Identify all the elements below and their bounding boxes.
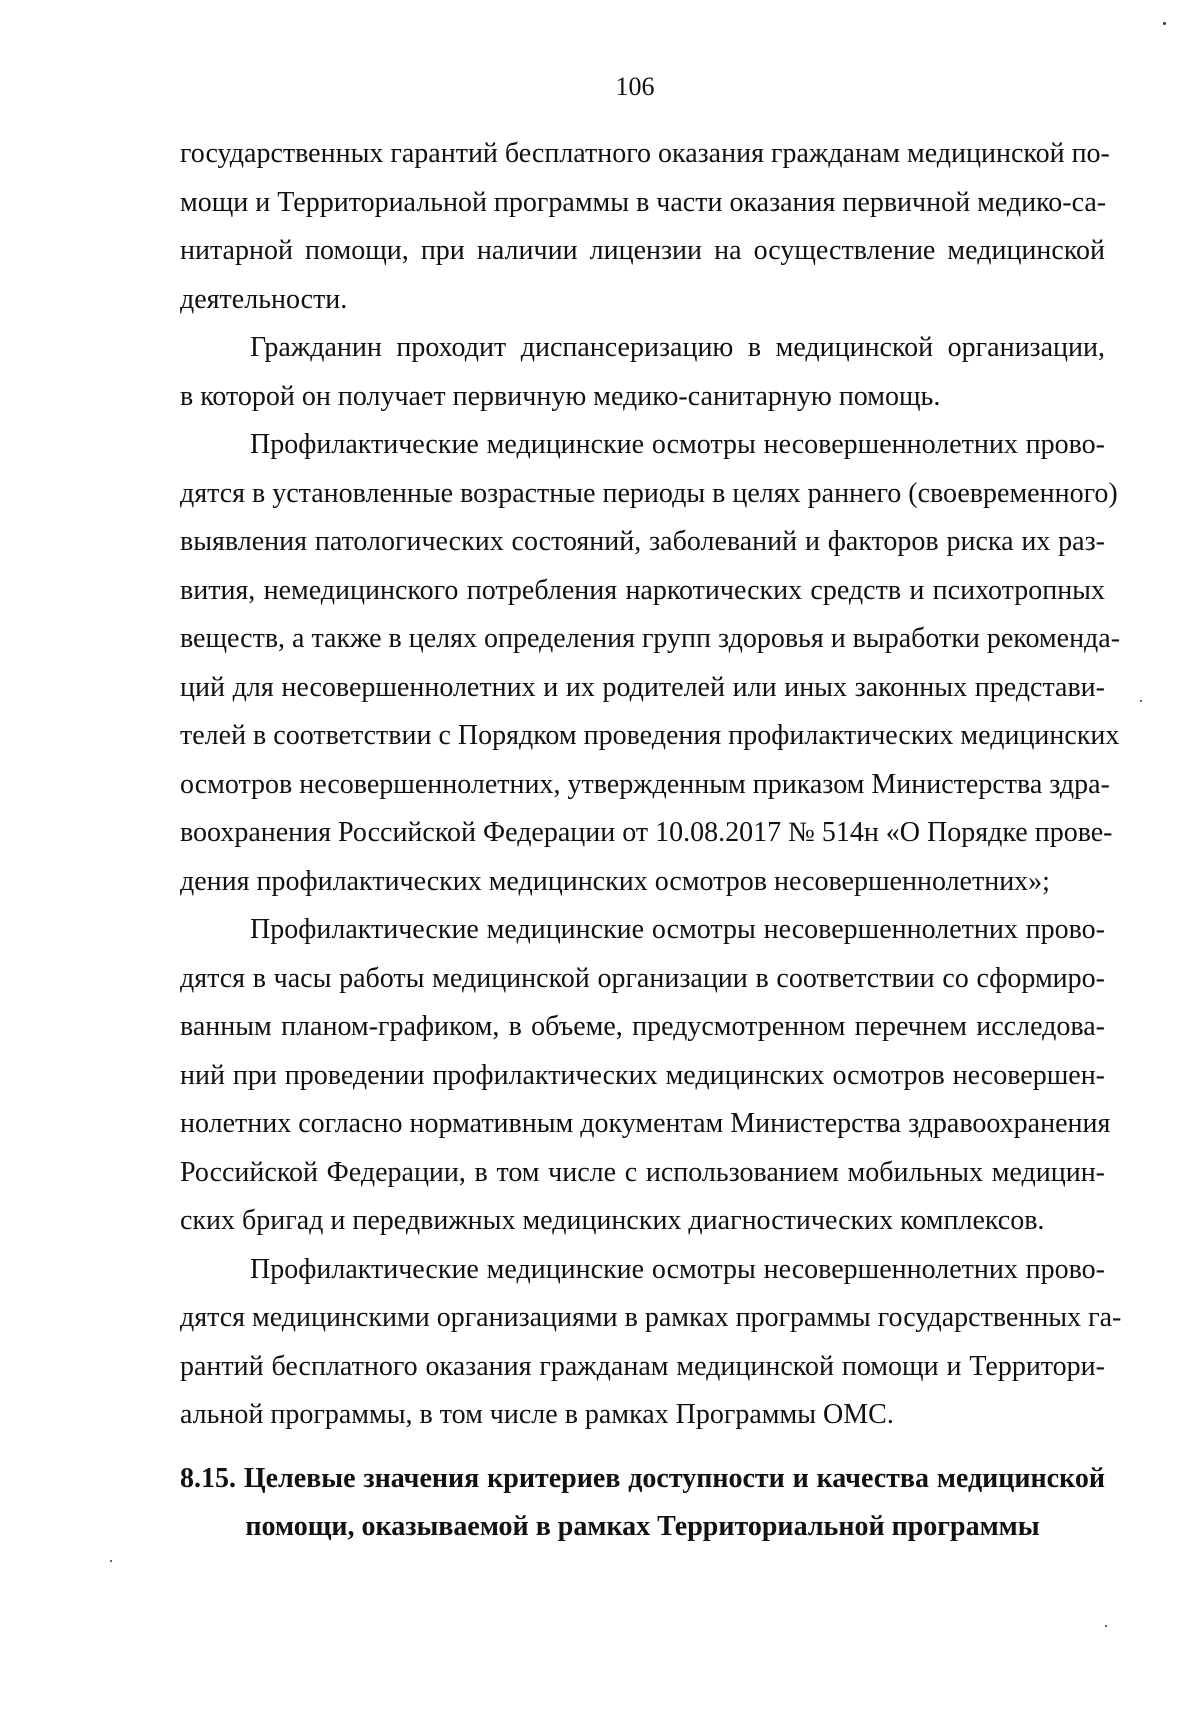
text-line: ций для несовершеннолетних и их родителей или иных законных представи-: [180, 671, 1105, 703]
text-line: дения профилактических медицинских осмотров несовершеннолетних»;: [180, 865, 1050, 897]
paragraph-2: [180, 324, 1105, 421]
text-line: воохранения Российской Федерации от 10.08.2017 № 514н «О Порядке прове-: [180, 817, 1113, 848]
text-line: мощи и Территориальной программы в части оказания первичной медико-са-: [180, 186, 1107, 218]
text-line: государственных гарантий бесплатного оказания гражданам медицинской по-: [180, 138, 1110, 169]
text-line: альной программы, в том числе в рамках Программы ОМС.: [180, 1399, 894, 1430]
scan-speck: [1163, 22, 1166, 25]
page-number: 106: [615, 72, 655, 101]
text-line: телей в соответствии с Порядком проведения профилактических медицинских: [180, 720, 1120, 751]
text-line: Профилактические медицинские осмотры несовершеннолетних прово-: [250, 429, 1105, 460]
text-line: выявления патологических состояний, заболеваний и факторов риска их раз-: [180, 526, 1105, 557]
text-line: деятельности.: [180, 283, 348, 315]
text-line: ванным планом-графиком, в объеме, предусмотренном перечнем исследова-: [180, 1011, 1105, 1042]
paragraph-1: [180, 130, 1110, 324]
text-line: Профилактические медицинские осмотры несовершеннолетних прово-: [250, 914, 1105, 945]
text-line: нитарной помощи, при наличии лицензии на осуществление медицинской: [180, 235, 1105, 266]
text-line: веществ, а также в целях определения групп здоровья и выработки рекоменда-: [180, 623, 1121, 654]
scan-speck: [1105, 1625, 1107, 1627]
text-line: ний при проведении профилактических медицинских осмотров несовершен-: [180, 1059, 1105, 1091]
text-line: осмотров несовершеннолетних, утвержденным приказом Министерства здра-: [180, 768, 1110, 800]
body-text: [180, 130, 1122, 1440]
text-line: нолетних согласно нормативным документам Министерства здравоохранения: [180, 1108, 1111, 1139]
section-heading: [180, 1455, 1105, 1551]
scan-speck: [110, 1560, 112, 1562]
paragraph-3: [180, 421, 1121, 906]
text-line: рантий бесплатного оказания гражданам медицинской помощи и Территори-: [180, 1350, 1105, 1382]
text-line: дятся в установленные возрастные периоды в целях раннего (своевременного): [180, 477, 1118, 509]
heading-line: помощи, оказываемой в рамках Территориальной программы: [245, 1511, 1040, 1542]
text-line: вития, немедицинского потребления наркотических средств и психотропных: [180, 574, 1105, 606]
heading-line: 8.15. Целевые значения критериев доступности и качества медицинской: [180, 1463, 1105, 1494]
scan-speck: [1140, 700, 1142, 702]
text-line: дятся в часы работы медицинской организации в соответствии со сформиро-: [180, 962, 1105, 994]
text-line: Профилактические медицинские осмотры несовершеннолетних прово-: [250, 1253, 1105, 1285]
text-line: в которой он получает первичную медико-санитарную помощь.: [180, 380, 941, 412]
text-line: Гражданин проходит диспансеризацию в медицинской организации,: [250, 332, 1105, 363]
paragraph-5: [180, 1246, 1122, 1440]
paragraph-4: [180, 906, 1111, 1246]
text-line: Российской Федерации, в том числе с использованием мобильных медицин-: [180, 1156, 1105, 1188]
text-line: дятся медицинскими организациями в рамках программы государственных га-: [180, 1302, 1122, 1333]
text-line: ских бригад и передвижных медицинских диагностических комплексов.: [180, 1205, 1045, 1236]
